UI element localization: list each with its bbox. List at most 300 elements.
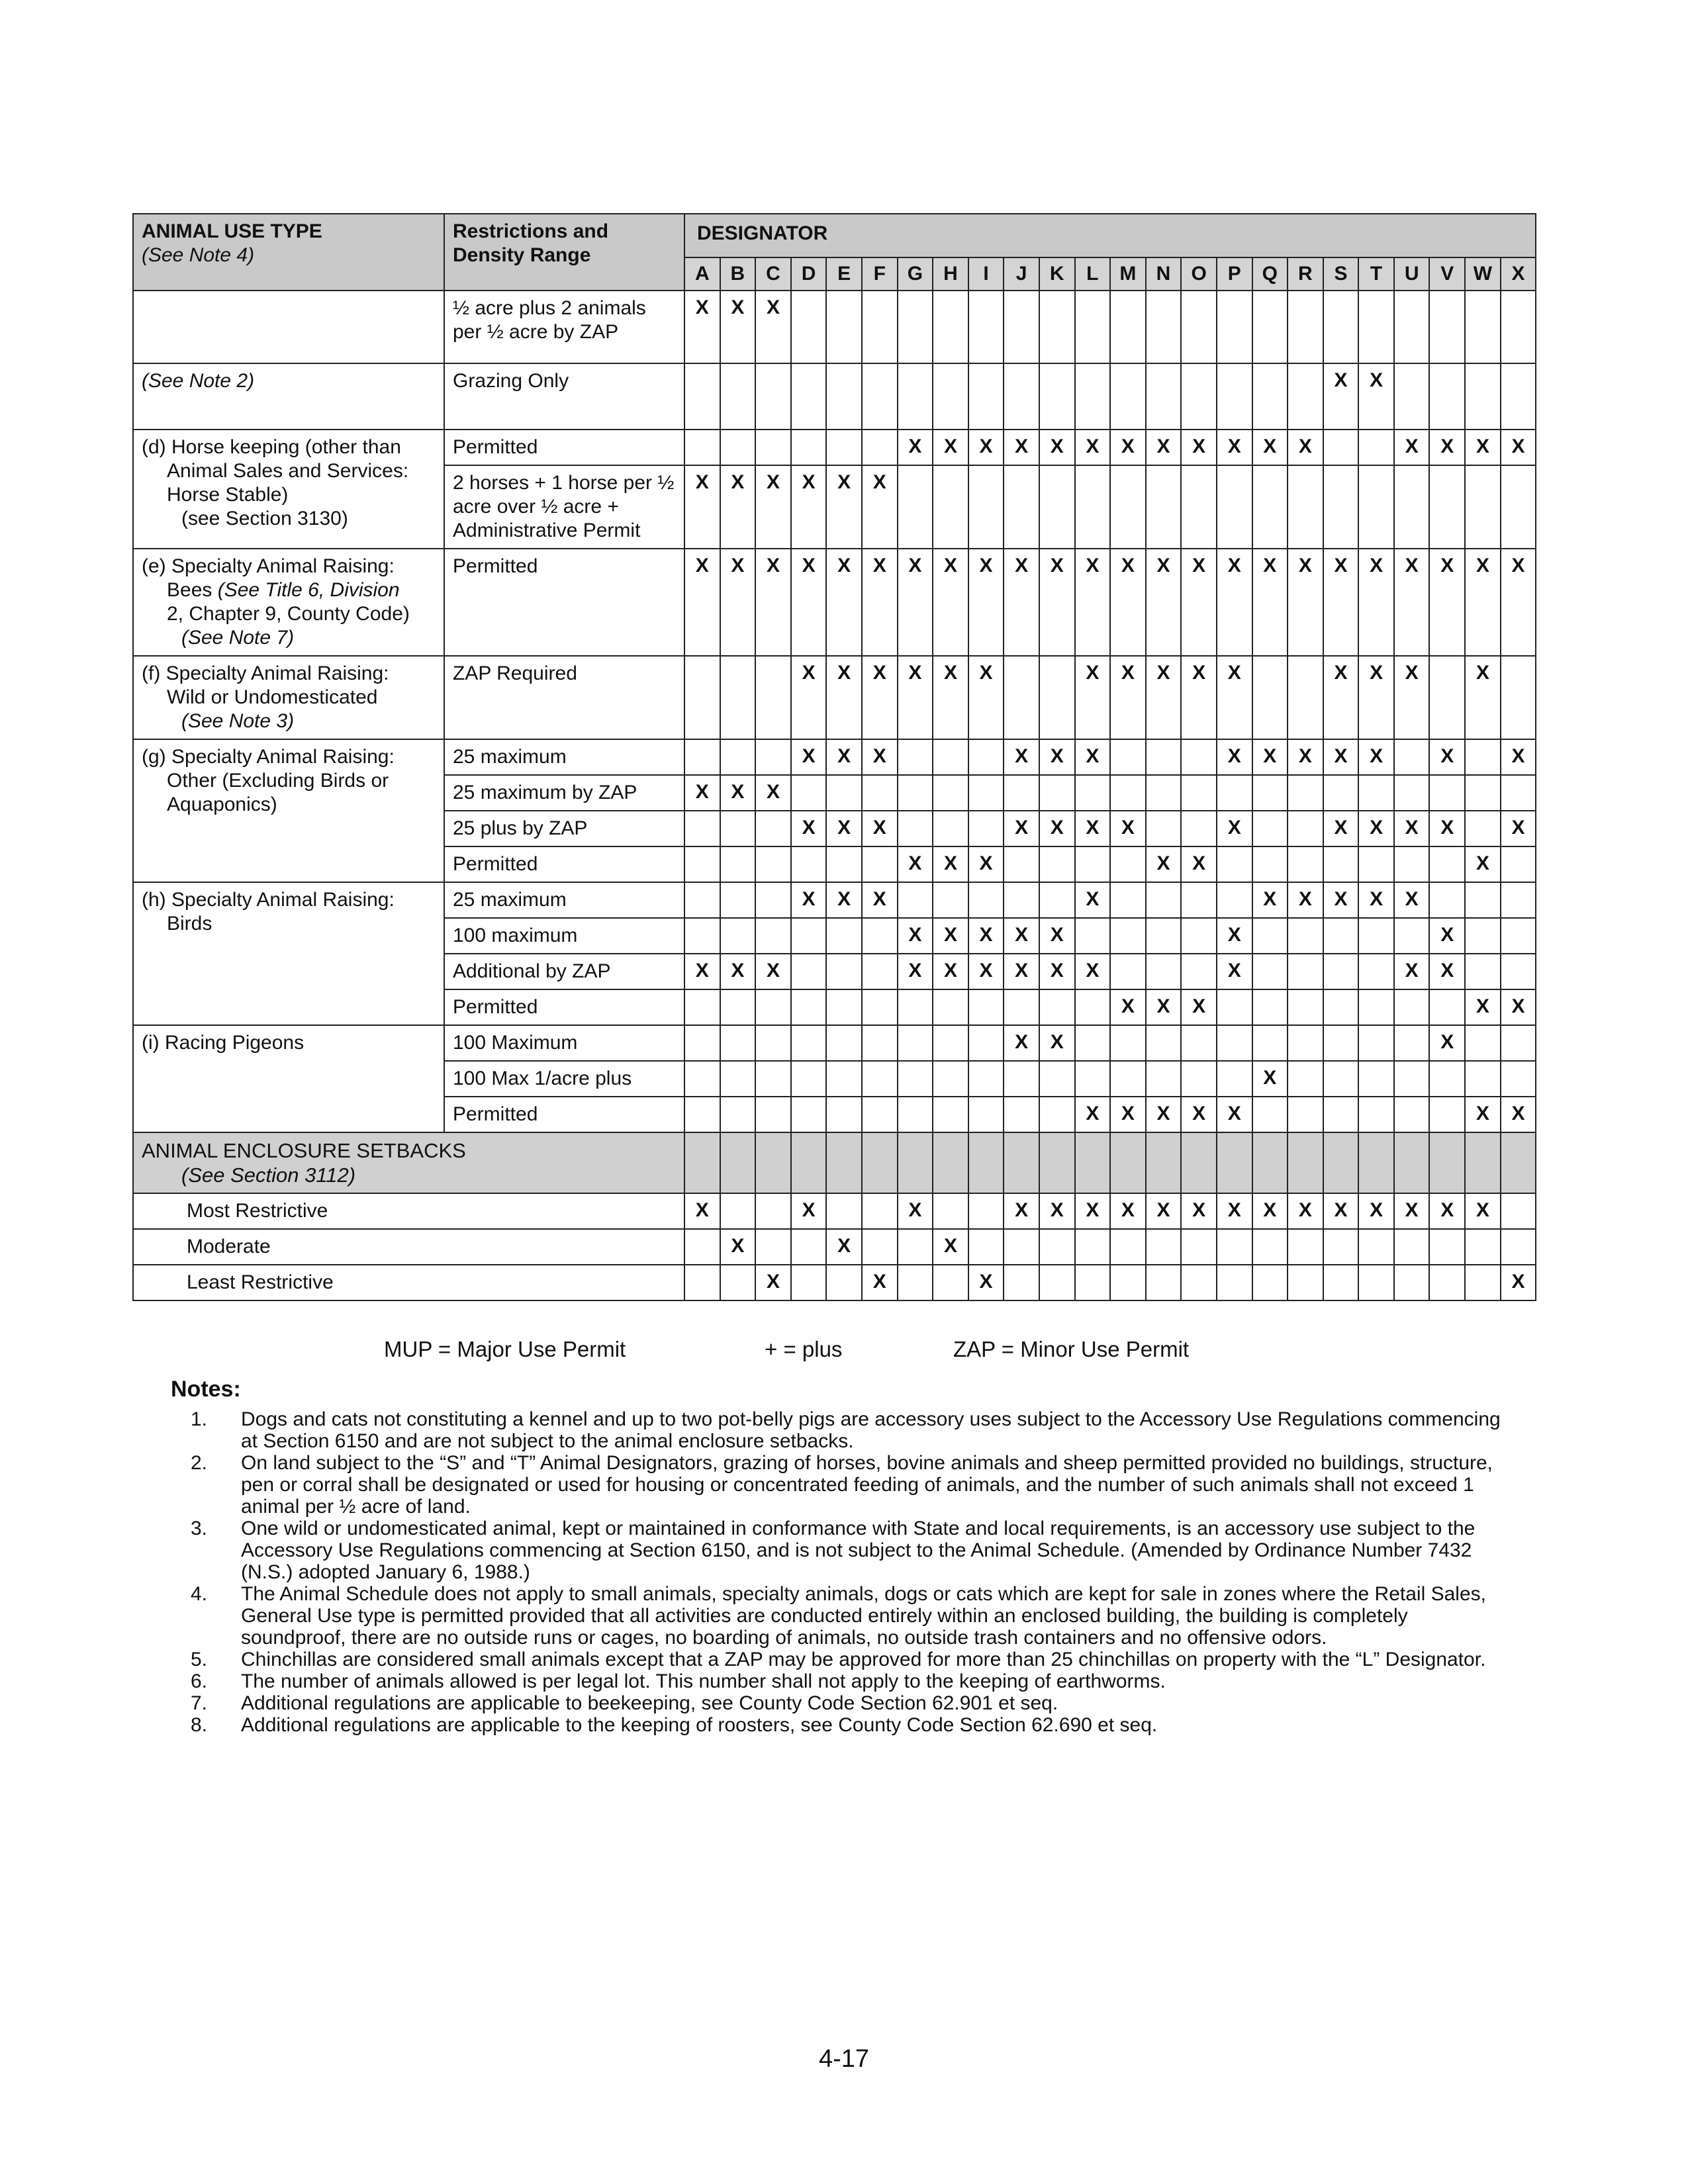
designator-cell-f: X <box>862 811 898 846</box>
note-item <box>171 1518 1501 1583</box>
designator-cell-w <box>1465 918 1501 954</box>
restriction-cell: 2 horses + 1 horse per ½ acre over ½ acre + Administrative Permit <box>444 465 684 549</box>
designator-cell-v <box>1429 465 1465 549</box>
designator-cell-i: X <box>968 549 1004 656</box>
designator-cell-h <box>933 1061 968 1097</box>
designator-cell-s <box>1323 918 1359 954</box>
use-type-label-line: 2, Chapter 9, County Code) <box>167 603 410 625</box>
designator-cell-o <box>1181 363 1217 430</box>
designator-cell-r <box>1288 1265 1323 1300</box>
designator-cell-i <box>968 1025 1004 1061</box>
designator-cell-r: X <box>1288 882 1323 918</box>
designator-cell-c <box>755 363 791 430</box>
setbacks-band-cell <box>1358 1132 1394 1193</box>
designator-cell-c <box>755 739 791 775</box>
note-number: 4. <box>191 1583 208 1605</box>
designator-cell-j <box>1004 775 1039 811</box>
designator-cell-b <box>720 363 756 430</box>
designator-cell-x: X <box>1501 549 1536 656</box>
designator-cell-l: X <box>1075 549 1111 656</box>
designator-letter-x: X <box>1501 257 1536 291</box>
designator-cell-c: X <box>755 549 791 656</box>
designator-cell-f: X <box>862 882 898 918</box>
designator-cell-a: X <box>684 954 720 989</box>
note-number: 2. <box>191 1452 208 1474</box>
designator-cell-i <box>968 291 1004 363</box>
designator-cell-t <box>1358 918 1394 954</box>
designator-cell-e: X <box>826 549 862 656</box>
restriction-cell: Additional by ZAP <box>444 954 684 989</box>
designator-cell-f: X <box>862 1265 898 1300</box>
designator-cell-j <box>1004 846 1039 882</box>
designator-cell-h: X <box>933 1229 968 1265</box>
designator-cell-u: X <box>1394 549 1430 656</box>
designator-cell-g <box>898 1229 933 1265</box>
designator-cell-m <box>1110 1025 1146 1061</box>
designator-cell-l <box>1075 291 1111 363</box>
designator-cell-p: X <box>1217 918 1252 954</box>
designator-cell-m <box>1110 846 1146 882</box>
designator-cell-o: X <box>1181 846 1217 882</box>
designator-cell-t: X <box>1358 1193 1394 1229</box>
designator-cell-o: X <box>1181 430 1217 465</box>
designator-cell-r <box>1288 918 1323 954</box>
designator-cell-j: X <box>1004 430 1039 465</box>
designator-cell-u <box>1394 1229 1430 1265</box>
designator-cell-a <box>684 1265 720 1300</box>
designator-cell-f <box>862 989 898 1025</box>
designator-cell-j <box>1004 363 1039 430</box>
designator-cell-w <box>1465 882 1501 918</box>
restriction-cell: ZAP Required <box>444 656 684 739</box>
designator-cell-n <box>1146 882 1182 918</box>
designator-letter-s: S <box>1323 257 1359 291</box>
designator-cell-k <box>1039 846 1075 882</box>
designator-cell-e <box>826 775 862 811</box>
designator-cell-u <box>1394 989 1430 1025</box>
designator-cell-b <box>720 918 756 954</box>
designator-cell-u <box>1394 291 1430 363</box>
designator-cell-d: X <box>791 882 827 918</box>
use-type-label-line: Wild or Undomesticated <box>167 686 378 708</box>
designator-cell-r: X <box>1288 430 1323 465</box>
designator-cell-d <box>791 1265 827 1300</box>
designator-letter-k: K <box>1039 257 1075 291</box>
designator-cell-h <box>933 1025 968 1061</box>
animal-schedule-table <box>132 213 1536 1301</box>
designator-cell-o <box>1181 1061 1217 1097</box>
use-type-label-line: (See Note 3) <box>181 710 295 732</box>
restriction-cell: 25 maximum <box>444 739 684 775</box>
designator-cell-h: X <box>933 954 968 989</box>
designator-cell-l: X <box>1075 430 1111 465</box>
designator-cell-t: X <box>1358 363 1394 430</box>
animal-use-type-cell <box>133 1025 444 1132</box>
designator-cell-s: X <box>1323 549 1359 656</box>
designator-cell-k: X <box>1039 430 1075 465</box>
designator-cell-n <box>1146 739 1182 775</box>
designator-cell-v: X <box>1429 1193 1465 1229</box>
designator-cell-m <box>1110 465 1146 549</box>
designator-cell-g <box>898 811 933 846</box>
designator-cell-n <box>1146 1265 1182 1300</box>
designator-cell-g <box>898 739 933 775</box>
designator-letter-b: B <box>720 257 756 291</box>
designator-cell-g <box>898 1061 933 1097</box>
use-type-label-line: Bees (See Title 6, Division <box>167 579 400 601</box>
designator-cell-w <box>1465 1061 1501 1097</box>
designator-cell-u <box>1394 1097 1430 1132</box>
designator-cell-v <box>1429 1229 1465 1265</box>
designator-cell-r <box>1288 1061 1323 1097</box>
designator-cell-k <box>1039 465 1075 549</box>
note-number: 8. <box>191 1714 208 1736</box>
note-text: Additional regulations are applicable to the keeping of roosters, see County Code Section 62.690 et seq. <box>241 1714 1158 1736</box>
designator-cell-g <box>898 882 933 918</box>
designator-cell-d: X <box>791 1193 827 1229</box>
designator-cell-f <box>862 1193 898 1229</box>
designator-cell-o <box>1181 811 1217 846</box>
designator-cell-d: X <box>791 739 827 775</box>
designator-cell-s <box>1323 954 1359 989</box>
designator-cell-d <box>791 846 827 882</box>
designator-letter-v: V <box>1429 257 1465 291</box>
restriction-cell: 100 Maximum <box>444 1025 684 1061</box>
designator-cell-k <box>1039 1265 1075 1300</box>
animal-use-type-cell <box>133 430 444 549</box>
designator-cell-u <box>1394 1265 1430 1300</box>
designator-cell-q <box>1252 811 1288 846</box>
designator-cell-v: X <box>1429 549 1465 656</box>
designator-cell-f: X <box>862 549 898 656</box>
designator-cell-t <box>1358 1097 1394 1132</box>
designator-cell-b <box>720 882 756 918</box>
setbacks-band-cell <box>898 1132 933 1193</box>
designator-cell-n <box>1146 465 1182 549</box>
designator-cell-k <box>1039 882 1075 918</box>
designator-cell-r <box>1288 656 1323 739</box>
designator-cell-w: X <box>1465 846 1501 882</box>
restriction-cell: 25 maximum <box>444 882 684 918</box>
designator-cell-t: X <box>1358 739 1394 775</box>
designator-cell-x <box>1501 775 1536 811</box>
designator-cell-b: X <box>720 465 756 549</box>
designator-cell-r <box>1288 846 1323 882</box>
designator-cell-j <box>1004 1265 1039 1300</box>
animal-use-type-cell <box>133 656 444 739</box>
designator-cell-r <box>1288 811 1323 846</box>
designator-cell-a: X <box>684 291 720 363</box>
setbacks-band-cell <box>684 1132 720 1193</box>
setbacks-band-cell <box>1323 1132 1359 1193</box>
designator-cell-w <box>1465 1265 1501 1300</box>
designator-cell-m <box>1110 1265 1146 1300</box>
schedule-row <box>133 739 1536 775</box>
designator-cell-l <box>1075 775 1111 811</box>
col-animal-use-type <box>133 214 444 291</box>
designator-cell-q: X <box>1252 1193 1288 1229</box>
setbacks-band-cell <box>826 1132 862 1193</box>
designator-cell-e: X <box>826 882 862 918</box>
designator-cell-k <box>1039 1229 1075 1265</box>
designator-cell-q <box>1252 775 1288 811</box>
setbacks-band-cell <box>933 1132 968 1193</box>
restriction-cell: ½ acre plus 2 animals per ½ acre by ZAP <box>444 291 684 363</box>
designator-cell-o: X <box>1181 549 1217 656</box>
designator-cell-g: X <box>898 656 933 739</box>
designator-cell-l <box>1075 363 1111 430</box>
designator-cell-h <box>933 1193 968 1229</box>
designator-cell-v <box>1429 1097 1465 1132</box>
designator-cell-m: X <box>1110 1193 1146 1229</box>
designator-cell-q: X <box>1252 549 1288 656</box>
designator-cell-d: X <box>791 811 827 846</box>
designator-cell-p <box>1217 1265 1252 1300</box>
note-number: 7. <box>191 1692 208 1714</box>
designator-cell-f <box>862 363 898 430</box>
designator-cell-n: X <box>1146 989 1182 1025</box>
designator-cell-n <box>1146 291 1182 363</box>
use-type-label-line: (e) Specialty Animal Raising: <box>142 555 395 577</box>
designator-cell-e: X <box>826 811 862 846</box>
setback-label: Least Restrictive <box>133 1265 684 1300</box>
designator-cell-x <box>1501 882 1536 918</box>
designator-cell-f <box>862 1025 898 1061</box>
designator-cell-q <box>1252 1229 1288 1265</box>
designator-cell-q <box>1252 656 1288 739</box>
designator-cell-m <box>1110 1229 1146 1265</box>
note-text: Chinchillas are considered small animals except that a ZAP may be approved for more than 25 chinchillas on property with the “L” Designator. <box>241 1649 1486 1670</box>
designator-cell-u: X <box>1394 1193 1430 1229</box>
designator-cell-u <box>1394 1025 1430 1061</box>
page-number: 4-17 <box>818 2045 870 2073</box>
designator-cell-k <box>1039 363 1075 430</box>
designator-cell-g: X <box>898 1193 933 1229</box>
designator-cell-l <box>1075 989 1111 1025</box>
designator-cell-d <box>791 1061 827 1097</box>
designator-cell-g <box>898 1265 933 1300</box>
designator-cell-v: X <box>1429 918 1465 954</box>
designator-cell-p <box>1217 1229 1252 1265</box>
designator-cell-w <box>1465 1025 1501 1061</box>
setbacks-band-cell <box>791 1132 827 1193</box>
restriction-cell: 25 maximum by ZAP <box>444 775 684 811</box>
setbacks-band-cell <box>968 1132 1004 1193</box>
designator-letter-e: E <box>826 257 862 291</box>
designator-cell-x <box>1501 954 1536 989</box>
designator-cell-m <box>1110 1061 1146 1097</box>
setbacks-title: ANIMAL ENCLOSURE SETBACKS <box>142 1139 466 1162</box>
designator-cell-u: X <box>1394 954 1430 989</box>
designator-letter-f: F <box>862 257 898 291</box>
designator-cell-q <box>1252 1097 1288 1132</box>
schedule-row <box>133 430 1536 465</box>
designator-cell-i: X <box>968 656 1004 739</box>
designator-cell-n <box>1146 811 1182 846</box>
schedule-row <box>133 656 1536 739</box>
restriction-cell: 100 Max 1/acre plus <box>444 1061 684 1097</box>
designator-cell-b: X <box>720 1229 756 1265</box>
designator-cell-r <box>1288 954 1323 989</box>
designator-cell-k: X <box>1039 811 1075 846</box>
designator-cell-f <box>862 1061 898 1097</box>
designator-cell-w <box>1465 291 1501 363</box>
designator-cell-a: X <box>684 549 720 656</box>
designator-letter-o: O <box>1181 257 1217 291</box>
designator-letter-a: A <box>684 257 720 291</box>
designator-cell-q <box>1252 363 1288 430</box>
designator-cell-a <box>684 739 720 775</box>
designator-cell-r <box>1288 291 1323 363</box>
designator-cell-b <box>720 1097 756 1132</box>
designator-cell-j <box>1004 465 1039 549</box>
designator-cell-k: X <box>1039 549 1075 656</box>
designator-cell-m: X <box>1110 811 1146 846</box>
designator-cell-n: X <box>1146 1193 1182 1229</box>
designator-cell-g: X <box>898 549 933 656</box>
designator-cell-e <box>826 846 862 882</box>
designator-cell-k <box>1039 291 1075 363</box>
designator-cell-s: X <box>1323 656 1359 739</box>
designator-cell-d <box>791 363 827 430</box>
designator-cell-w <box>1465 465 1501 549</box>
designator-cell-b <box>720 811 756 846</box>
header-use-type-note: (See Note 4) <box>142 244 255 266</box>
designator-cell-d <box>791 430 827 465</box>
designator-cell-r <box>1288 1025 1323 1061</box>
designator-cell-w: X <box>1465 1097 1501 1132</box>
designator-cell-b <box>720 1025 756 1061</box>
designator-cell-b <box>720 656 756 739</box>
use-type-label: (See Note 2) <box>142 370 255 392</box>
designator-cell-p <box>1217 363 1252 430</box>
note-item <box>171 1670 1501 1692</box>
designator-cell-e <box>826 1097 862 1132</box>
designator-cell-k: X <box>1039 954 1075 989</box>
designator-cell-x <box>1501 656 1536 739</box>
designator-cell-i <box>968 1061 1004 1097</box>
designator-cell-d: X <box>791 549 827 656</box>
designator-cell-p: X <box>1217 811 1252 846</box>
designator-cell-m <box>1110 739 1146 775</box>
designator-cell-a: X <box>684 465 720 549</box>
designator-cell-f <box>862 846 898 882</box>
designator-cell-e <box>826 1193 862 1229</box>
setbacks-band-cell <box>1429 1132 1465 1193</box>
designator-cell-x <box>1501 363 1536 430</box>
designator-cell-s: X <box>1323 739 1359 775</box>
designator-cell-x <box>1501 1229 1536 1265</box>
designator-cell-h <box>933 989 968 1025</box>
designator-cell-t: X <box>1358 882 1394 918</box>
note-number: 6. <box>191 1670 208 1692</box>
designator-cell-d: X <box>791 656 827 739</box>
designator-cell-b <box>720 739 756 775</box>
designator-cell-j: X <box>1004 739 1039 775</box>
designator-cell-l: X <box>1075 882 1111 918</box>
designator-cell-n <box>1146 918 1182 954</box>
designator-cell-l <box>1075 1229 1111 1265</box>
designator-cell-g <box>898 465 933 549</box>
designator-cell-o <box>1181 1265 1217 1300</box>
designator-cell-m <box>1110 882 1146 918</box>
setbacks-band-cell <box>1252 1132 1288 1193</box>
designator-cell-l <box>1075 846 1111 882</box>
legend-mup: MUP = Major Use Permit <box>384 1337 626 1361</box>
designator-cell-c <box>755 811 791 846</box>
designator-cell-p <box>1217 846 1252 882</box>
designator-cell-l <box>1075 465 1111 549</box>
designator-cell-s: X <box>1323 1193 1359 1229</box>
designator-letter-t: T <box>1358 257 1394 291</box>
note-text: The number of animals allowed is per legal lot. This number shall not apply to the keeping of earthworms. <box>241 1670 1166 1692</box>
designator-cell-e <box>826 954 862 989</box>
designator-cell-o <box>1181 1025 1217 1061</box>
designator-letter-h: H <box>933 257 968 291</box>
designator-cell-c: X <box>755 954 791 989</box>
designator-cell-t <box>1358 430 1394 465</box>
designator-cell-o <box>1181 882 1217 918</box>
designator-cell-p <box>1217 465 1252 549</box>
schedule-row <box>133 291 1536 363</box>
header-use-type: ANIMAL USE TYPE <box>142 220 322 242</box>
setbacks-band-cell <box>720 1132 756 1193</box>
designator-cell-w <box>1465 1229 1501 1265</box>
restriction-cell: Permitted <box>444 430 684 465</box>
designator-cell-x: X <box>1501 1265 1536 1300</box>
designator-cell-a <box>684 811 720 846</box>
designator-cell-r: X <box>1288 549 1323 656</box>
designator-cell-x <box>1501 918 1536 954</box>
setbacks-band-cell <box>1465 1132 1501 1193</box>
designator-cell-i: X <box>968 1265 1004 1300</box>
designator-cell-x: X <box>1501 989 1536 1025</box>
designator-cell-s <box>1323 846 1359 882</box>
designator-cell-u <box>1394 739 1430 775</box>
designator-cell-h: X <box>933 846 968 882</box>
note-text: The Animal Schedule does not apply to small animals, specialty animals, dogs or cats which are kept for sale in zones where the Retail Sales, General Use type is permitted provided that all activities are conducted entirely within an enclosed building, the building is completely soundproof, there are no outside runs or cages, no boarding of animals, no outside trash containers and no offensive odors. <box>241 1583 1486 1649</box>
designator-letter-u: U <box>1394 257 1430 291</box>
designator-cell-u <box>1394 775 1430 811</box>
schedule-row <box>133 882 1536 918</box>
designator-letter-q: Q <box>1252 257 1288 291</box>
designator-cell-a <box>684 363 720 430</box>
designator-cell-l <box>1075 1265 1111 1300</box>
designator-heading: DESIGNATOR <box>684 214 1536 257</box>
designator-cell-n <box>1146 954 1182 989</box>
designator-cell-p: X <box>1217 656 1252 739</box>
designator-cell-w <box>1465 775 1501 811</box>
designator-cell-j: X <box>1004 954 1039 989</box>
designator-cell-d <box>791 291 827 363</box>
designator-cell-t <box>1358 291 1394 363</box>
designator-letter-p: P <box>1217 257 1252 291</box>
setback-label: Most Restrictive <box>133 1193 684 1229</box>
designator-cell-e <box>826 989 862 1025</box>
designator-cell-s <box>1323 1265 1359 1300</box>
designator-cell-u <box>1394 363 1430 430</box>
designator-cell-h <box>933 739 968 775</box>
designator-cell-v <box>1429 1061 1465 1097</box>
designator-cell-b: X <box>720 549 756 656</box>
designator-cell-c <box>755 1229 791 1265</box>
designator-cell-v <box>1429 363 1465 430</box>
designator-cell-o <box>1181 739 1217 775</box>
designator-cell-t: X <box>1358 811 1394 846</box>
designator-cell-b: X <box>720 954 756 989</box>
designator-cell-h <box>933 363 968 430</box>
designator-cell-b <box>720 1061 756 1097</box>
